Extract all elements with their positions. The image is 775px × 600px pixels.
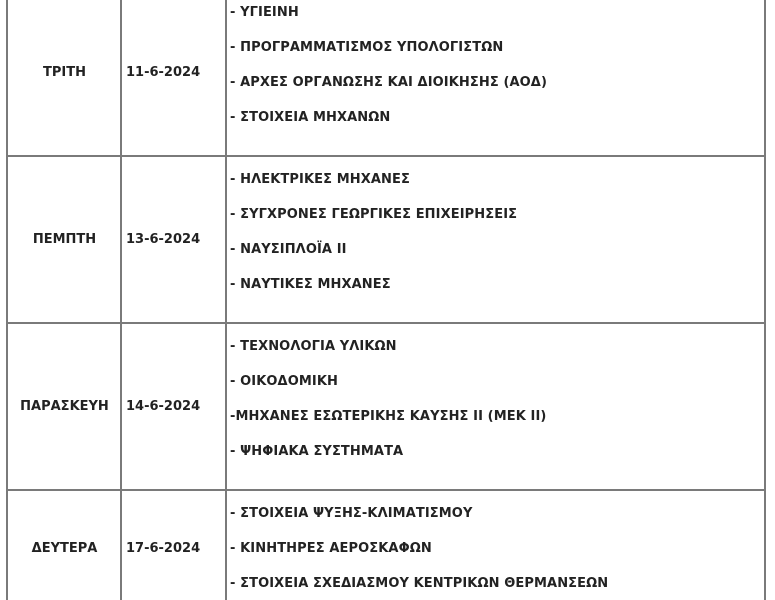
subjects-cell xyxy=(230,0,764,155)
day-cell: ΔΕΥΤΕΡΑ xyxy=(31,541,98,556)
subject-item: - ΚΙΝΗΤΗΡΕΣ ΑΕΡΟΣΚΑΦΩΝ xyxy=(230,541,432,556)
subject-item: - ΣΤΟΙΧΕΙΑ ΜΗΧΑΝΩΝ xyxy=(230,110,391,125)
table-row xyxy=(6,0,766,155)
table-row xyxy=(6,491,766,600)
date-cell: 17-6-2024 xyxy=(126,541,201,556)
subject-item: - ΣΥΓΧΡΟΝΕΣ ΓΕΩΡΓΙΚΕΣ ΕΠΙΧΕΙΡΗΣΕΙΣ xyxy=(230,207,518,222)
subject-item: - ΗΛΕΚΤΡΙΚΕΣ ΜΗΧΑΝΕΣ xyxy=(230,172,410,187)
table-row xyxy=(6,324,766,489)
date-cell: 13-6-2024 xyxy=(126,232,201,247)
subject-item: - ΨΗΦΙΑΚΑ ΣΥΣΤΗΜΑΤΑ xyxy=(230,444,404,459)
date-cell: 11-6-2024 xyxy=(126,65,201,80)
subject-item: - ΣΤΟΙΧΕΙΑ ΣΧΕΔΙΑΣΜΟΥ ΚΕΝΤΡΙΚΩΝ ΘΕΡΜΑΝΣΕΩΝ xyxy=(230,576,609,591)
subject-item: - ΤΕΧΝΟΛΟΓΙΑ ΥΛΙΚΩΝ xyxy=(230,339,397,354)
subject-item: -ΜΗΧΑΝΕΣ ΕΣΩΤΕΡΙΚΗΣ ΚΑΥΣΗΣ ΙΙ (ΜΕΚ ΙΙ) xyxy=(230,409,547,424)
subjects-cell xyxy=(230,157,764,322)
table-row xyxy=(6,157,766,322)
subject-item: - ΑΡΧΕΣ ΟΡΓΑΝΩΣΗΣ ΚΑΙ ΔΙΟΙΚΗΣΗΣ (ΑΟΔ) xyxy=(230,75,548,90)
day-cell: ΠΕΜΠΤΗ xyxy=(32,232,97,247)
subjects-cell xyxy=(230,491,764,600)
subject-item: - ΟΙΚΟΔΟΜΙΚΗ xyxy=(230,374,338,389)
date-cell: 14-6-2024 xyxy=(126,399,201,414)
subject-item: - ΝΑΥΣΙΠΛΟΪΑ ΙΙ xyxy=(230,242,347,257)
subject-item: - ΣΤΟΙΧΕΙΑ ΨΥΞΗΣ-ΚΛΙΜΑΤΙΣΜΟΥ xyxy=(230,506,473,521)
day-cell: ΤΡΙΤΗ xyxy=(43,65,86,80)
subjects-cell xyxy=(230,324,764,489)
subject-item: - ΝΑΥΤΙΚΕΣ ΜΗΧΑΝΕΣ xyxy=(230,277,391,292)
subject-item: - ΠΡΟΓΡΑΜΜΑΤΙΣΜΟΣ ΥΠΟΛΟΓΙΣΤΩΝ xyxy=(230,40,504,55)
subject-item: - ΥΓΙΕΙΝΗ xyxy=(230,5,299,20)
exam-schedule-table xyxy=(6,0,766,600)
day-cell: ΠΑΡΑΣΚΕΥΗ xyxy=(20,399,109,414)
